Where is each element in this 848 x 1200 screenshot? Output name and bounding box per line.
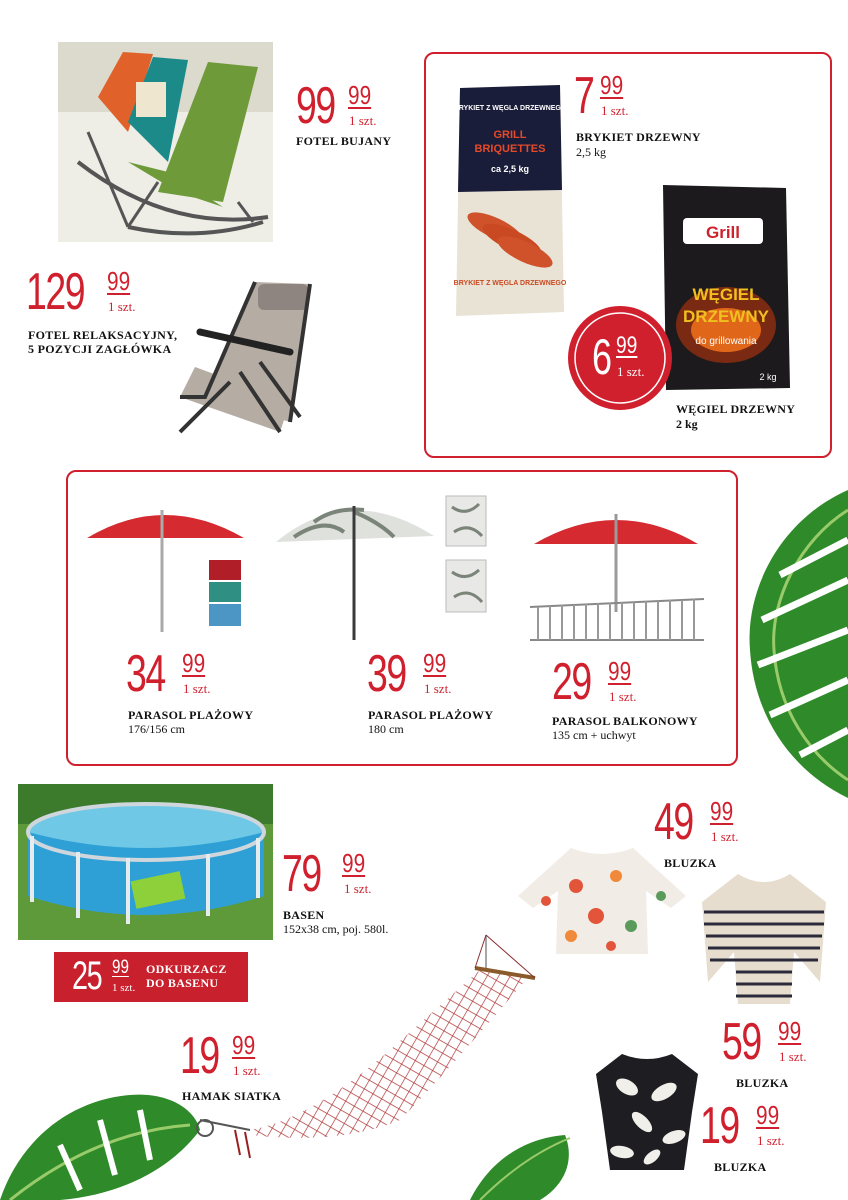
pool-name: BASEN <box>283 908 325 922</box>
briquette-bag-label-1: GRILL <box>493 129 527 141</box>
beach-umbrella-2-price: 39 99 1 szt. <box>367 645 452 703</box>
balcony-umbrella-photo <box>526 502 706 644</box>
pool-photo <box>18 784 273 940</box>
rocking-chair-name: FOTEL BUJANY <box>296 134 392 148</box>
blouse-3-photo <box>592 1052 702 1174</box>
relax-chair-price: 129 99 1 szt. <box>26 263 136 321</box>
beach-umbrella-1-desc: 176/156 cm <box>128 722 185 736</box>
hammock-price: 19 99 1 szt. <box>180 1027 261 1085</box>
briquette-bag-bottom-text: BRYKIET Z WĘGLA DRZEWNEGO <box>453 280 567 287</box>
rocking-chair-photo <box>58 42 273 242</box>
charcoal-bag-title-1: WĘGIEL <box>692 285 760 304</box>
beach-umbrella-red-photo <box>84 500 249 638</box>
charcoal-desc: 2 kg <box>676 417 698 431</box>
rocking-chair-price: 99 99 1 szt. <box>296 77 377 135</box>
charcoal-name: WĘGIEL DRZEWNY <box>676 402 796 416</box>
briquette-price: 7 99 1 szt. <box>574 67 629 125</box>
briquette-desc: 2,5 kg <box>576 145 606 159</box>
briquette-bag-top-text: BRYKIET Z WĘGLA DRZEWNEGO <box>453 105 567 112</box>
beach-umbrella-leaf-photo <box>274 492 504 642</box>
charcoal-bag-subtitle: do grillowania <box>695 336 757 347</box>
charcoal-bag-photo <box>658 180 793 395</box>
pool-price: 79 99 1 szt. <box>282 845 372 903</box>
blouse-2-price: 59 99 1 szt. <box>722 1013 807 1071</box>
briquette-bag-weight: ca 2,5 kg <box>490 164 530 174</box>
beach-umbrella-2-desc: 180 cm <box>368 722 404 736</box>
blouse-2-photo <box>700 872 828 1008</box>
blouse-3-price: 19 99 1 szt. <box>700 1097 785 1155</box>
pool-desc: 152x38 cm, poj. 580l. <box>283 922 389 936</box>
balcony-umbrella-name: PARASOL BALKONOWY <box>552 714 698 728</box>
beach-umbrella-1-price: 34 99 1 szt. <box>126 645 211 703</box>
hammock-photo <box>190 930 540 1160</box>
hammock-name: HAMAK SIATKA <box>182 1089 282 1103</box>
briquette-bag-label-2: BRIQUETTES <box>474 143 546 155</box>
blouse-3-name: BLUZKA <box>714 1160 767 1174</box>
charcoal-price: 6 99 1 szt. <box>592 329 645 385</box>
pool-vacuum-name: ODKURZACZ DO BASENU <box>146 962 227 990</box>
balcony-umbrella-price: 29 99 1 szt. <box>552 653 637 711</box>
relax-chair-name: FOTEL RELAKSACYJNY, 5 POZYCJI ZAGŁÓWKA <box>28 328 178 356</box>
beach-umbrella-1-name: PARASOL PLAŻOWY <box>128 708 254 722</box>
charcoal-bag-weight: 2 kg <box>759 372 777 382</box>
monstera-leaf-bottom-left-illustration <box>0 1050 200 1200</box>
blouse-1-name: BLUZKA <box>664 856 717 870</box>
blouse-1-price: 49 99 1 szt. <box>654 793 739 851</box>
briquette-bag-photo <box>450 80 570 320</box>
balcony-umbrella-desc: 135 cm + uchwyt <box>552 728 636 742</box>
briquette-name: BRYKIET DRZEWNY <box>576 130 701 144</box>
charcoal-bag-brand: Grill <box>705 223 741 242</box>
relax-chair-photo <box>170 272 320 447</box>
pool-vacuum-price: 25 99 1 szt. <box>72 954 136 998</box>
blouse-2-name: BLUZKA <box>736 1076 789 1090</box>
blouse-1-photo <box>516 846 688 958</box>
beach-umbrella-2-name: PARASOL PLAŻOWY <box>368 708 494 722</box>
monstera-leaf-right-illustration <box>740 480 848 800</box>
charcoal-bag-title-2: DRZEWNY <box>683 307 769 326</box>
